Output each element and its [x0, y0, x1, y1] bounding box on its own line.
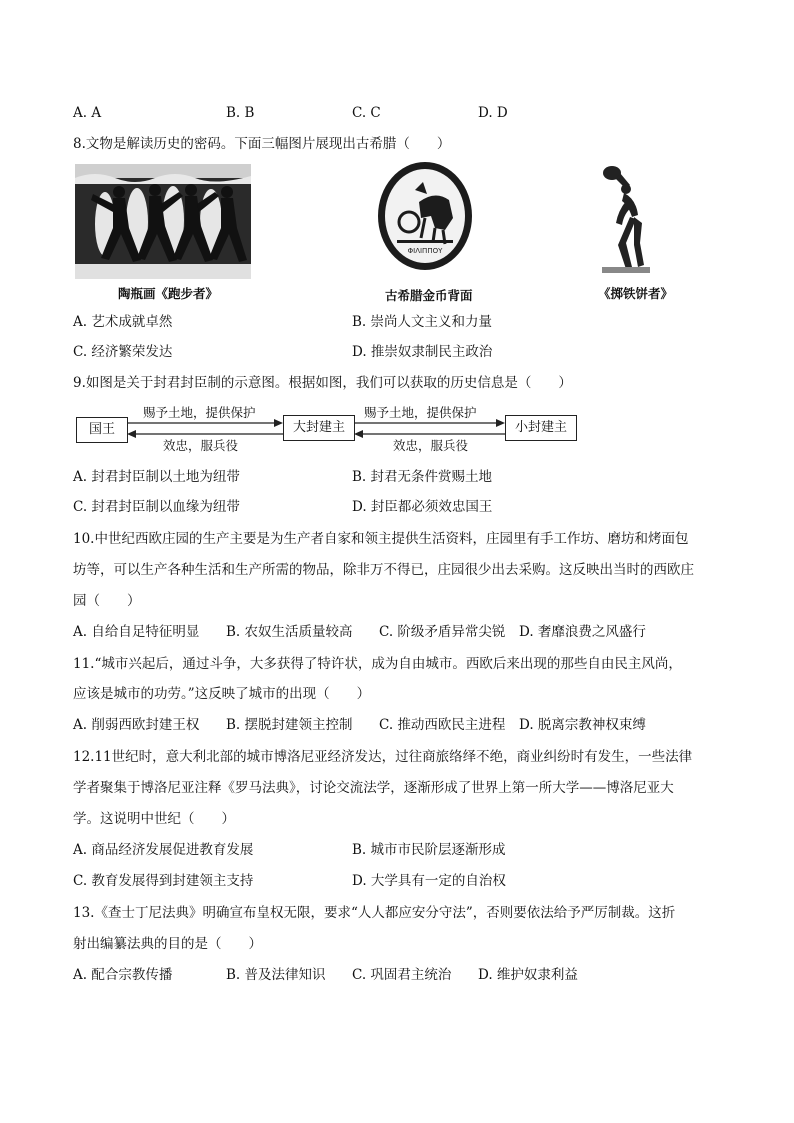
box-king: 国王: [76, 417, 128, 443]
q9-option-a[interactable]: A. 封君封臣制以土地为纽带: [73, 469, 240, 485]
q13-line-1: 13.《查士丁尼法典》明确宣布皇权无限，要求“人人都应安分守法”，否则要依法给予严厉制裁。这折: [73, 905, 676, 921]
q13-option-c[interactable]: C. 巩固君主统治: [352, 967, 452, 983]
q13-option-b[interactable]: B. 普及法律知识: [226, 967, 326, 983]
q10-line-3: 园（ ）: [73, 593, 141, 609]
box-great-lord: 大封建主: [283, 415, 355, 441]
q11-line-1: 11.“城市兴起后，通过斗争，大多获得了特许状，成为自由城市。西欧后来出现的那些自由民主风尚，: [73, 656, 682, 672]
q8-caption-1: 陶瓶画《跑步者》: [118, 286, 219, 301]
q13-option-d[interactable]: D. 维护奴隶利益: [478, 967, 578, 983]
coin-inscription: ΦΙΛΙΠΠΟΥ: [407, 247, 443, 255]
q10-option-a[interactable]: A. 自给自足特征明显: [73, 624, 200, 640]
q9-option-b[interactable]: B. 封君无条件赏赐土地: [352, 469, 493, 485]
q10-line-1: 10.中世纪西欧庄园的生产主要是为生产者自家和领主提供生活资料，庄园里有手工作坊、磨坊和烤面包: [73, 531, 689, 547]
q8-option-a[interactable]: A. 艺术成就卓然: [73, 314, 173, 330]
q9-option-d[interactable]: D. 封臣都必须效忠国王: [352, 499, 493, 515]
q8-caption-2: 古希腊金币背面: [385, 288, 473, 303]
q12-line-2: 学者聚集于博洛尼亚注释《罗马法典》，讨论交流法学，逐渐形成了世界上第一所大学——博洛尼亚大: [73, 780, 674, 796]
q12-option-c[interactable]: C. 教育发展得到封建领主支持: [73, 873, 254, 889]
q12-line-3: 学。这说明中世纪（ ）: [73, 811, 235, 827]
q9-option-c[interactable]: C. 封君封臣制以血缘为纽带: [73, 499, 240, 515]
q12-line-1: 12.11世纪时，意大利北部的城市博洛尼亚经济发达，过往商旅络绎不绝，商业纠纷时有发生，一些法律: [73, 749, 693, 765]
q10-line-2: 坊等，可以生产各种生活和生产所需的物品，除非万不得已，庄园很少出去采购。这反映出当时的西欧庄: [73, 562, 694, 578]
q12-option-a[interactable]: A. 商品经济发展促进教育发展: [73, 842, 254, 858]
box-small-lord: 小封建主: [505, 415, 577, 441]
q11-option-c[interactable]: C. 推动西欧民主进程: [379, 717, 506, 733]
q11-option-a[interactable]: A. 削弱西欧封建王权: [73, 717, 200, 733]
q11-line-2: 应该是城市的功劳。”这反映了城市的出现（ ）: [73, 686, 371, 702]
q7-option-c[interactable]: C. C: [352, 105, 381, 121]
q8-option-d[interactable]: D. 推崇奴隶制民主政治: [352, 344, 493, 360]
q13-option-a[interactable]: A. 配合宗教传播: [73, 967, 173, 983]
q12-option-d[interactable]: D. 大学具有一定的自治权: [352, 873, 506, 889]
q13-line-2: 射出编纂法典的目的是（ ）: [73, 936, 262, 952]
diagram-arrows: [0, 0, 794, 460]
label-service-1: 效忠，服兵役: [163, 438, 239, 453]
q10-option-d[interactable]: D. 奢靡浪费之风盛行: [519, 624, 646, 640]
q9-stem: 9.如图是关于封君封臣制的示意图。根据如图，我们可以获取的历史信息是（ ）: [73, 375, 572, 391]
q10-option-c[interactable]: C. 阶级矛盾异常尖锐: [379, 624, 506, 640]
q8-option-c[interactable]: C. 经济繁荣发达: [73, 344, 173, 360]
q7-option-d[interactable]: D. D: [478, 105, 508, 121]
q8-caption-3: 《掷铁饼者》: [598, 286, 674, 301]
q12-option-b[interactable]: B. 城市市民阶层逐渐形成: [352, 842, 506, 858]
label-service-2: 效忠，服兵役: [393, 438, 469, 453]
q10-option-b[interactable]: B. 农奴生活质量较高: [226, 624, 353, 640]
q11-option-d[interactable]: D. 脱离宗教神权束缚: [519, 717, 646, 733]
q7-option-b[interactable]: B. B: [226, 105, 255, 121]
q8-stem: 8.文物是解读历史的密码。下面三幅图片展现出古希腊（ ）: [73, 136, 451, 152]
label-grant-2: 赐予土地，提供保护: [364, 405, 477, 420]
label-grant-1: 赐予土地，提供保护: [143, 405, 256, 420]
q7-option-a[interactable]: A. A: [73, 105, 102, 121]
q11-option-b[interactable]: B. 摆脱封建领主控制: [226, 717, 353, 733]
q8-option-b[interactable]: B. 崇尚人文主义和力量: [352, 314, 493, 330]
